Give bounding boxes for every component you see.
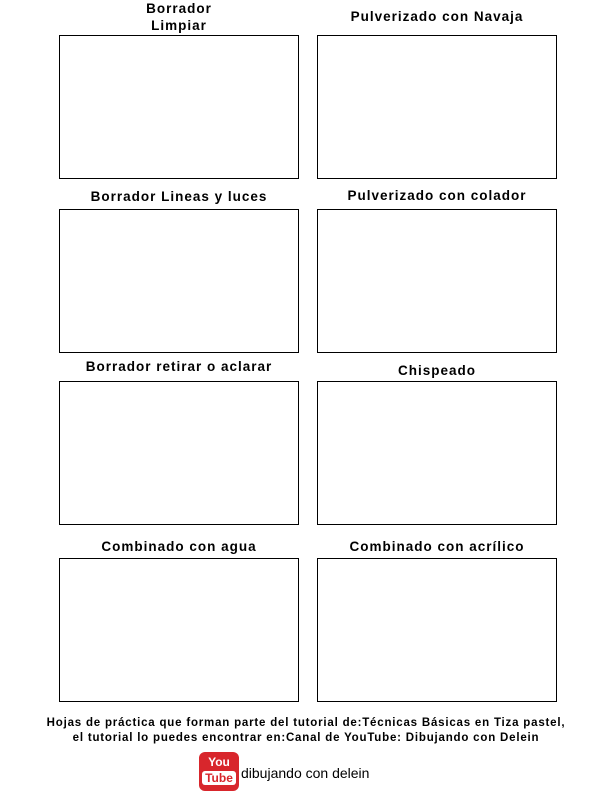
youtube-logo-icon: [199, 752, 239, 791]
panel-label-combinado-acrilico: Combinado con acrílico: [349, 539, 525, 554]
panel-label-line1: Borrador: [146, 1, 212, 16]
youtube-logo-you-text: You: [208, 755, 230, 769]
practice-box-borrador-retirar: [59, 381, 299, 525]
footer-note: [0, 716, 612, 746]
panel-label-borrador-limpiar: [59, 0, 299, 34]
panel-label-combinado-agua: Combinado con agua: [101, 539, 257, 554]
panel-label-pulverizado-colador: Pulverizado con colador: [347, 188, 527, 203]
footer-line2: el tutorial lo puedes encontrar en:Canal de YouTube: Dibujando con Delein: [72, 732, 540, 744]
practice-box-combinado-acrilico: [317, 558, 557, 702]
panel-label-chispeado: Chispeado: [397, 363, 476, 378]
footer-line1: Hojas de práctica que forman parte del tutorial de:Técnicas Básicas en Tiza pastel,: [46, 717, 566, 729]
practice-box-combinado-agua: [59, 558, 299, 702]
panel-label-line2: Limpiar: [151, 18, 207, 33]
channel-name: dibujando con delein: [241, 765, 370, 781]
youtube-logo-tube-text: Tube: [202, 771, 236, 785]
practice-box-borrador-limpiar: [59, 35, 299, 179]
practice-box-borrador-lineas: [59, 209, 299, 353]
practice-box-pulverizado-colador: [317, 209, 557, 353]
practice-box-pulverizado-navaja: [317, 35, 557, 179]
panel-label-pulverizado-navaja: Pulverizado con Navaja: [350, 9, 524, 24]
panel-label-borrador-retirar: Borrador retirar o aclarar: [85, 359, 273, 374]
panel-label-borrador-lineas: Borrador Lineas y luces: [90, 189, 268, 204]
practice-box-chispeado: [317, 381, 557, 525]
